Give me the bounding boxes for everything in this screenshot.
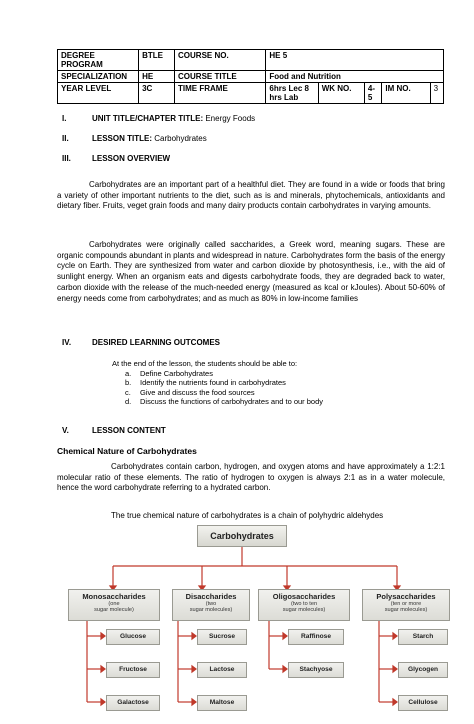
overview-paragraph-2: Carbohydrates were originally called saccharides, a Greek word, meaning sugars. These are organic compounds abundant in plants and widespread in nature. Carbohydrates form the basis of the energy cycle on Earth. They are synthesized from water and carbon dioxide by photosynthesis, i.e., with the aid of sunlight energy. When an organism eats and digests carbohydrate foods, they are degraded back to water, carbon dioxide with the release of the much-needed energy (measured as kcal or kJoules). About 50-60% of energy needs come from carbohydrates; and as much as 80% in low-income families bbox=[57, 240, 445, 303]
time-frame-label: TIME FRAME bbox=[175, 83, 266, 104]
disaccharides-node: Disaccharides (two sugar molecules) bbox=[172, 589, 250, 621]
outcomes-intro: At the end of the lesson, the students should be able to: bbox=[112, 359, 298, 368]
oligosaccharides-node: Oligosaccharides (two to ten sugar molecules) bbox=[258, 589, 350, 621]
section-number: II. bbox=[62, 134, 69, 143]
diagram-connectors bbox=[65, 524, 460, 724]
time-frame-value: 6hrs Lec 8 hrs Lab bbox=[266, 83, 318, 104]
carbohydrate-classification-diagram bbox=[65, 524, 460, 724]
monosaccharides-node: Monosaccharides (one sugar molecule) bbox=[68, 589, 160, 621]
specialization-label: SPECIALIZATION bbox=[58, 71, 139, 83]
im-no-label: IM NO. bbox=[382, 83, 430, 104]
stachyose-node: Stachyose bbox=[288, 662, 344, 678]
degree-program-value: BTLE bbox=[139, 50, 175, 71]
section-number: III. bbox=[62, 154, 71, 163]
table-row bbox=[58, 83, 444, 104]
course-title-label: COURSE TITLE bbox=[175, 71, 266, 83]
polysaccharides-node: Polysaccharides (ten or more sugar molecules) bbox=[362, 589, 450, 621]
fructose-node: Fructose bbox=[106, 662, 160, 678]
section-label: DESIRED LEARNING OUTCOMES bbox=[92, 338, 221, 347]
content-paragraph-2: The true chemical nature of carbohydrates is a chain of polyhydric aldehydes bbox=[111, 511, 384, 520]
table-row bbox=[58, 50, 444, 71]
maltose-node: Maltose bbox=[197, 695, 247, 711]
specialization-value: HE bbox=[139, 71, 175, 83]
lesson-title-value: Carbohydrates bbox=[152, 134, 207, 143]
list-item: a. Define Carbohydrates bbox=[125, 368, 213, 378]
course-no-value: HE 5 bbox=[266, 50, 444, 71]
im-no-value: 3 bbox=[430, 83, 443, 104]
unit-title-value: Energy Foods bbox=[203, 114, 256, 123]
list-item: d. Discuss the functions of carbohydrates and to our body bbox=[125, 397, 324, 407]
course-info-table bbox=[57, 49, 444, 104]
carbohydrates-root-node: Carbohydrates bbox=[197, 525, 287, 547]
course-no-label: COURSE NO. bbox=[175, 50, 266, 71]
outcomes-list bbox=[112, 359, 323, 407]
table-row bbox=[58, 71, 444, 83]
week-no-label: WK NO. bbox=[318, 83, 364, 104]
glycogen-node: Glycogen bbox=[398, 662, 448, 678]
starch-node: Starch bbox=[398, 629, 448, 645]
section-number: IV. bbox=[62, 338, 72, 347]
list-item: b. Identify the nutrients found in carbohydrates bbox=[125, 378, 286, 388]
week-no-value: 4-5 bbox=[364, 83, 381, 104]
content-heading: Chemical Nature of Carbohydrates bbox=[57, 446, 197, 456]
list-item: c. Give and discuss the food sources bbox=[125, 387, 255, 397]
raffinose-node: Raffinose bbox=[288, 629, 344, 645]
section-label: UNIT TITLE/CHAPTER TITLE: bbox=[92, 114, 204, 123]
content-paragraph-1: Carbohydrates contain carbon, hydrogen, and oxygen atoms and have approximately a 1:2:1 molecular ratio of these elements. The ratio of hydrogen to oxygen is always 2:1 as in a water molecule, hence the word carbohydrate referring to a hydrated carbon. bbox=[57, 462, 445, 493]
section-number: I. bbox=[62, 114, 67, 123]
section-label: LESSON TITLE: bbox=[92, 134, 152, 143]
lactose-node: Lactose bbox=[197, 662, 247, 678]
overview-paragraph-1: Carbohydrates are an important part of a healthful diet. They are found in a wide or foods that bring a variety of other important nutrients to the diet, such as is and minerals, phytochemicals, antioxidants and dietary fiber. Fruits, veget grain foods and many dairy products contain carbohydrates in varying amounts. bbox=[57, 180, 445, 211]
sucrose-node: Sucrose bbox=[197, 629, 247, 645]
course-title-value: Food and Nutrition bbox=[266, 71, 444, 83]
cellulose-node: Cellulose bbox=[398, 695, 448, 711]
section-label: LESSON CONTENT bbox=[92, 426, 166, 435]
section-label: LESSON OVERVIEW bbox=[92, 154, 171, 163]
section-number: V. bbox=[62, 426, 69, 435]
year-level-value: 3C bbox=[139, 83, 175, 104]
galactose-node: Galactose bbox=[106, 695, 160, 711]
year-level-label: YEAR LEVEL bbox=[58, 83, 139, 104]
glucose-node: Glucose bbox=[106, 629, 160, 645]
degree-program-label: DEGREE PROGRAM bbox=[58, 50, 139, 71]
